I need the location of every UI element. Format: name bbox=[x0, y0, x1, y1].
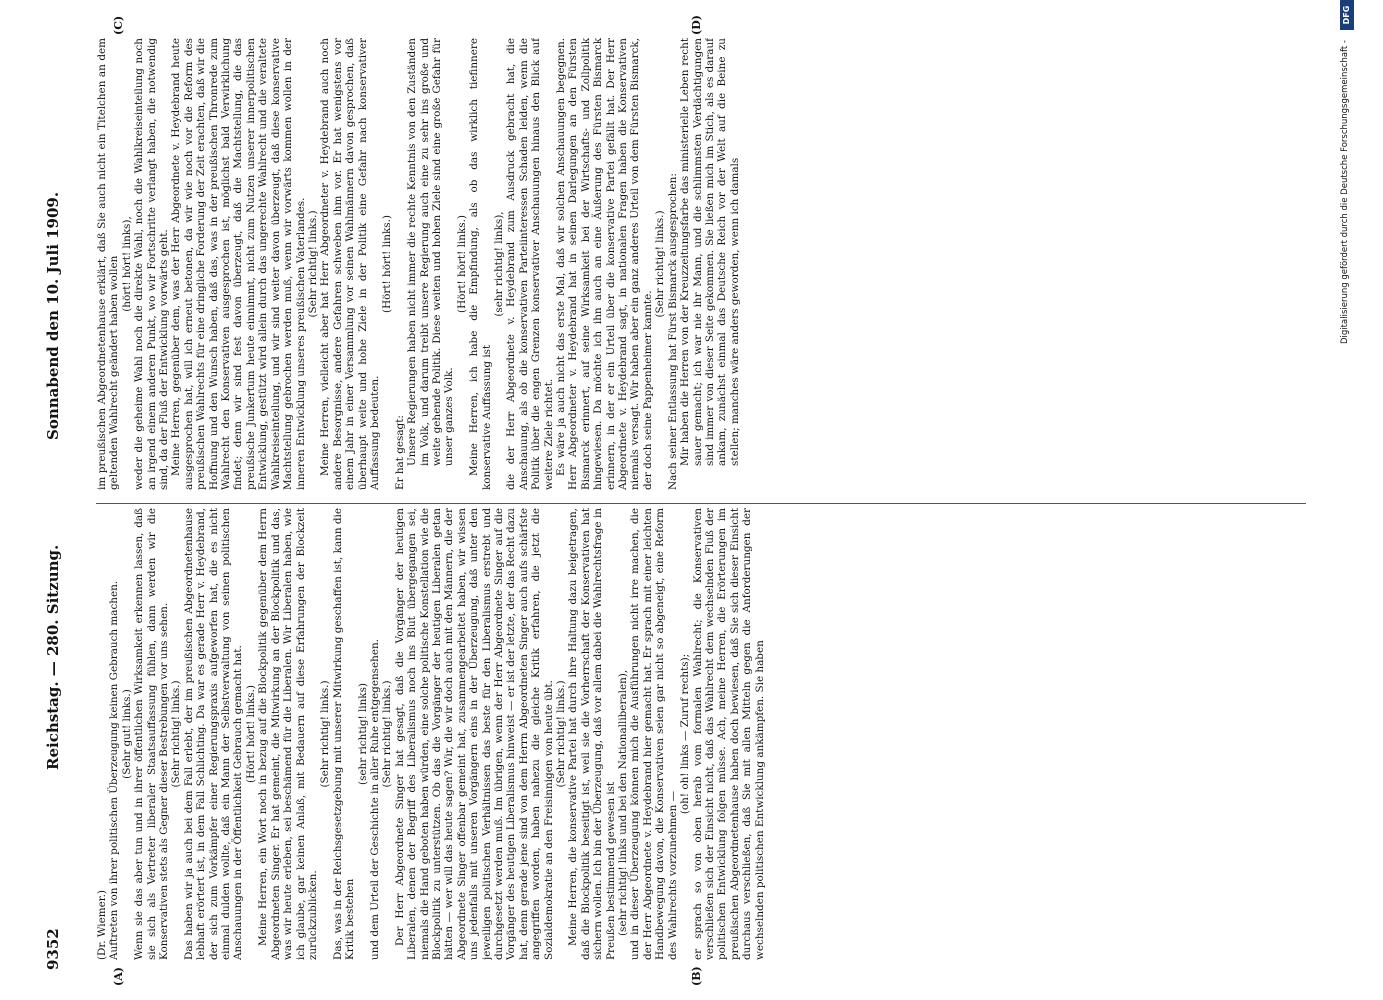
left-column-paragraph: Meine Herren, die konservative Partei hat durch ihre Haltung dazu beigetragen, daß die Blockpolitik beseitigt ist, weil sie die Vorherrschaft der Konservativen hat sichern wollen. Ich bin der Überzeugung, daß vor allem dabei die Wahlrechtsfrage in Preußen bestimmend gewesen ist bbox=[567, 508, 617, 960]
running-title: Reichstag. — 280. Sitzung. bbox=[44, 544, 62, 770]
left-column-paragraph: Das haben wir ja auch bei dem Fall erlebt, der im preußischen Abgeordnetenhause lebhaft erörtert ist, in dem Fall Schlichting. Da war es gerade Herr v. Heydebrand, der sich zum Vorkämpfer einer Regierungspraxis aufgeworfen hat, die es nicht einmal dulden wollte, daß ein Mann der Selbstverwaltung von seinen politischen Anschauungen in der Öffentlichkeit Gebrauch gemacht hat. bbox=[182, 508, 245, 960]
margin-marker-c: (C) bbox=[112, 15, 125, 35]
left-column-paragraph: er sprach so von oben herab vom formalen Wahlrecht; die Konservativen verschließen sich der Einsicht nicht, daß das Wahlrecht dem wechselnden Fluß der politischen Entwicklung folgen müsse. Ach, meine Herren, die Erörterungen im preußischen Abgeordnetenhause haben doch bewiesen, daß Sie sich dieser Einsicht durchaus verschließen, daß Sie mit allen Mitteln gegen die Anforderungen der wechselnden politischen Entwicklung ankämpfen. Sie haben bbox=[691, 508, 766, 960]
right-column-paragraph: Meine Herren, vielleicht aber hat Herr Abgeordneter v. Heydebrand auch noch andere Besorgnisse, andere Gefahren schweben ihm vor. Er hat wenigstens vor einem Jahr in einer Versammlung vor seinen Wahlmännern davon gesprochen, daß überhaupt weite und hohe Ziele in der Politik eine Gefahr nach konservativer Auffassung bedeuten. bbox=[319, 38, 381, 490]
left-column-paragraph: (Sehr richtig! links.) bbox=[555, 680, 568, 788]
left-column-paragraph: (Sehr richtig! links.) bbox=[381, 680, 394, 788]
left-column-paragraph: (Sehr gut! links.) bbox=[120, 689, 133, 779]
margin-marker-d: (D) bbox=[690, 15, 703, 35]
left-column-paragraph: Der Herr Abgeordnete Singer hat gesagt, daß die Vorgänger der heutigen Liberalen, denen der Begriff des Liberalismus noch ins Blut übergegangen sei, niemals die Hand geboten haben würden, eine solche politische Konstellation wie die Blockpolitik zu unterstützen. Ob das die Vorgänger der heutigen Liberalen getan hätten — wer will das heute sagen? Wir, die wir doch auch mit den Männern, die der Abgeordnete Singer offenbar gemeint hat, zusammengearbeitet haben, wir wissen uns jedenfalls mit unseren Vorgängern eins in der Überzeugung, daß unter den jeweiligen politischen Verhältnissen das beste für den Liberalismus erstrebt und durchgesetzt werden muß. Im übrigen, wenn der Herr Abgeordnete Singer auf die Vorgänger des heutigen Liberalismus hinweist — er ist der letzte, der das Recht dazu hat, denn gerade jene sind von dem Herrn Abgeordneten Singer auch aufs schärfste angegriffen worden, haben nahezu die gleiche Kritik erfahren, die jetzt die Sozialdemokratie an den Freisinnigen von heute übt. bbox=[393, 508, 555, 960]
margin-marker-a: (A) bbox=[112, 967, 125, 986]
right-column-paragraph: Nach seiner Entlassung hat Fürst Bismarck ausgesprochen: bbox=[666, 173, 679, 490]
dfg-logo: DFG bbox=[1340, 0, 1354, 30]
margin-marker-b: (B) bbox=[690, 966, 703, 986]
right-text-column bbox=[96, 38, 1306, 490]
right-column-paragraph: (Hört! hört! links.) bbox=[381, 215, 394, 313]
right-column-paragraph: Unsere Regierungen haben nicht immer die rechte Kenntnis von den Zuständen im Volk, und darum treibt unsere Regierung auch eine zu sehr ins große und weite gehende Politik. Diese weiten und hohen Ziele sind eine große Gefahr für unser ganzes Volk. bbox=[406, 38, 456, 466]
digitization-note: Digitalisierung gefördert durch die Deutsche Forschungsgemeinschaft - bbox=[1340, 40, 1350, 344]
right-column-paragraph: Mir haben die Herren von der Kreuzzeitungsfarbe das ministerielle Leben recht sauer gemacht; ich war nie ihr Mann, und die schlimmsten Verdächtigungen sind immer von dieser Seite gekommen. Sie ließen mich im Stich, als es darauf ankam, zunächst einmal das Deutsche Reich vor der Welt auf die Beine zu stellen; manches wäre anders geworden, wenn ich damals bbox=[679, 38, 741, 466]
left-column-paragraph: und dem Urteil der Geschichte in aller Ruhe entgegensehen. bbox=[368, 639, 381, 960]
left-column-paragraph: (oh! oh! links — Zuruf rechts); bbox=[679, 653, 692, 815]
column-divider bbox=[96, 503, 1306, 504]
left-column-paragraph: (Sehr richtig! links.) bbox=[319, 680, 332, 788]
left-column-paragraph: (sehr richtig! links und bei den Nationalliberalen), bbox=[617, 669, 630, 936]
page-header bbox=[0, 0, 80, 1000]
left-column-paragraph: Auftreten von ihrer politischen Überzeugung keinen Gebrauch machen. bbox=[108, 580, 121, 960]
right-column-paragraph: Er hat gesagt: bbox=[393, 415, 406, 490]
session-date: Sonnabend den 10. Juli 1909. bbox=[44, 191, 62, 440]
right-column-paragraph: (sehr richtig! links), bbox=[493, 211, 505, 317]
speaker-name: (Dr. Wiemer.) bbox=[96, 890, 108, 960]
right-column-paragraph: Meine Herren, gegenüber dem, was der Herr Abgeordnete v. Heydebrand heute ausgesprochen hat, will ich erneut betonen, da wir wie noch vor die Reform des preußischen Wahlrechts für eine dringliche Forderung der Zeit erachten, daß wir die Hoffnung und den Wunsch haben, daß das, was in der preußischen Thronrede zum Wahlrecht den Konservativen ausgesprochen ist, möglichst bald Verwirklichung findet; denn wir sind fest davon überzeugt, daß die Machtstellung, die das preußische Junkertum heute einnimmt, nicht zum Nutzen unserer innerpolitischen Entwicklung, gestützt wird allein durch das ungerechte Wahlrecht und die veraltete Wahlkreiseinteilung, und wir sind weiter davon überzeugt, daß diese konservative Machtstellung gebrochen werden muß, wenn wir vorwärts kommen wollen in der inneren Entwicklung unseres preußischen Vaterlandes. bbox=[170, 38, 307, 490]
right-column-paragraph: im preußischen Abgeordnetenhause erklärt, daß Sie auch nicht ein Titelchen an dem geltenden Wahlrecht geändert haben wollen bbox=[96, 38, 121, 490]
right-column-paragraph: die der Herr Abgeordnete v. Heydebrand zum Ausdruck gebracht hat, die Anschauung, als ob die konservativen Parteiinteressen Schaden leiden, wenn die Politik über die engen Grenzen konservativer Anschauungen hinaus den Blick auf weitere Ziele richtet. bbox=[505, 38, 555, 490]
footer bbox=[1340, 0, 1383, 1000]
left-text-column bbox=[96, 508, 1306, 960]
left-column-paragraph: Meine Herren, ein Wort noch in bezug auf die Blockpolitik gegenüber dem Herrn Abgeordneten Singer. Er hat gemeint, die Mitwirkung an der Blockpolitik und das, was wir heute erleben, sei beschämend für die Liberalen. Wir Liberalen haben, wie ich glaube, gar keinen Anlaß, mit Bedauern auf diese Erfahrungen der Blockzeit zurückzublicken. bbox=[257, 508, 319, 960]
right-column-paragraph: (Sehr richtig! links.) bbox=[654, 210, 667, 318]
right-column-paragraph: (Hört! hört! links.) bbox=[455, 215, 468, 313]
left-column-paragraph: (Hört! hört! links.) bbox=[244, 685, 257, 783]
right-column-paragraph: Es wäre ja auch nicht das erste Mal, daß wir solchen Anschauungen begegnen. Herr Abgeordneter v. Heydebrand hat in seinen Darlegungen an den Fürsten Bismarck erinnert, auf seine Wirksamkeit bei der Wirtschafts- und Zollpolitik hingewiesen. Da möchte ich ihn auch an eine Äußerung des Fürsten Bismarck erinnern, in der er ein Urteil über die konservative Partei gefällt hat. Der Herr Abgeordnete v. Heydebrand sagt, in nationalen Fragen haben die Konservativen niemals versagt. Wir haben aber ein ganz anderes Urteil von dem Fürsten Bismarck, der doch seine Pappenheimer kannte. bbox=[555, 38, 654, 490]
left-column-paragraph: und in dieser Überzeugung können mich die Ausführungen nicht irre machen, die der Herr Abgeordnete v. Heydebrand hier gemacht hat. Er sprach mit einer leichten Handbewegung davon, die Konservativen seien gar nicht so abgeneigt, eine Reform des Wahlrechts vorzunehmen — bbox=[629, 508, 679, 960]
right-column-paragraph: weder die geheime Wahl noch die direkte Wahl, noch die Wahlkreiseinteilung noch an irgend einem anderen Punkt, wo wir Fortschritte verlangt haben, die notwendig sind, da der Fluß der Entwicklung vorwärts geht. bbox=[133, 38, 171, 490]
page-number: 9352 bbox=[44, 928, 62, 970]
left-column-paragraph: Das, was in der Reichsgesetzgebung mit unserer Mitwirkung geschaffen ist, kann die Kritik bestehen bbox=[331, 508, 357, 960]
right-column-paragraph: (hört! hört! links), bbox=[120, 216, 133, 312]
left-column-paragraph: (sehr richtig! links) bbox=[356, 683, 369, 785]
left-column-paragraph: (Sehr richtig! links.) bbox=[170, 680, 183, 788]
right-column-paragraph: Meine Herren, ich habe die Empfindung, als ob das wirklich tiefinnere konservative Auffassung ist bbox=[468, 38, 493, 490]
left-column-paragraph: Wenn sie das aber tun und in ihrer öffentlichen Wirksamkeit erkennen lassen, daß sie sich als Vertreter liberaler Staatsauffassung fühlen, dann werden wir die Konservativen stets als Gegner dieser Bestrebungen vor uns sehen. bbox=[133, 508, 171, 960]
right-column-paragraph: (Sehr richtig! links.) bbox=[306, 210, 319, 318]
